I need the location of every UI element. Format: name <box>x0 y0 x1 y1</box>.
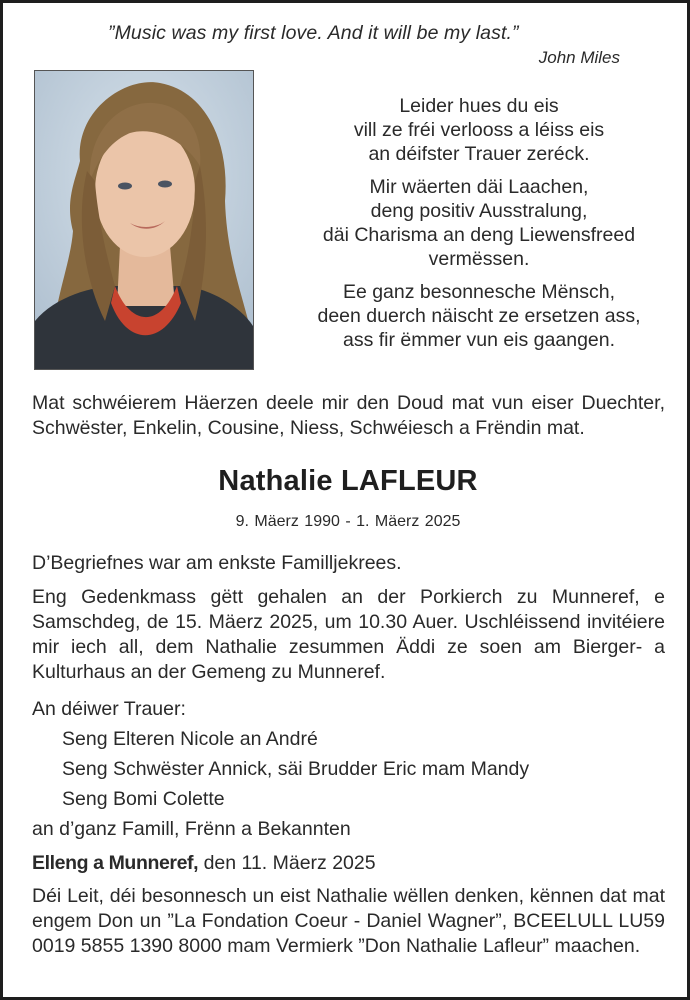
deceased-name: Nathalie LAFLEUR <box>218 465 478 497</box>
poem-line: vermëssen. <box>428 248 530 270</box>
epigraph-quote: ”Music was my first love. And it will be my last.” <box>108 22 519 44</box>
poem <box>275 94 683 361</box>
signature-date: den 11. Mäerz 2025 <box>198 852 376 874</box>
poem-stanza <box>275 280 683 352</box>
poem-line: Ee ganz besonnesche Mënsch, <box>342 281 616 303</box>
place-name: Elleng a Munneref, <box>32 852 199 874</box>
donation-note: Déi Leit, déi besonnesch un eist Nathalie wëllen denken, kënnen dat mat engem Don un ”La Fondation Coeur - Daniel Wagner”, BCEELULL LU59 0019 5855 1390 8000 mam Vermierk ”Don Nathalie Lafleur” maachen. <box>32 885 665 957</box>
poem-line: däi Charisma an deng Liewensfreed <box>322 224 636 246</box>
mourner-item: Seng Bomi Colette <box>62 788 225 810</box>
mourners-heading: An déiwer Trauer: <box>32 698 186 720</box>
life-dates: 9. Mäerz 1990 - 1. Mäerz 2025 <box>235 513 461 530</box>
poem-stanza <box>275 175 683 271</box>
place-date-line <box>32 851 665 876</box>
burial-note: D’Begriefnes war am enkste Familljekrees. <box>32 552 402 574</box>
poem-line: vill ze fréi verlooss a léiss eis <box>353 119 605 141</box>
mourners-footer: an d’ganz Famill, Frënn a Bekannten <box>32 818 351 840</box>
poem-line: an déifster Trauer zeréck. <box>368 143 590 165</box>
poem-line: deen duerch näischt ze ersetzen ass, <box>317 305 641 327</box>
poem-line: Mir wäerten däi Laachen, <box>369 176 589 198</box>
mourners-list <box>32 694 665 844</box>
poem-line: Leider hues du eis <box>399 95 559 117</box>
announcement-intro: Mat schwéierem Häerzen deele mir den Doud mat vun eiser Duechter, Schwëster, Enkelin, Cousine, Niess, Schwéiesch a Frëndin mat. <box>32 392 665 439</box>
portrait-illustration <box>35 71 253 369</box>
poem-line: ass fir ëmmer vun eis gaangen. <box>342 329 616 351</box>
mourner-item: Seng Schwëster Annick, säi Brudder Eric mam Mandy <box>62 758 530 780</box>
obituary-body <box>32 551 665 968</box>
mourner-item: Seng Elteren Nicole an André <box>62 728 318 750</box>
epigraph-author: John Miles <box>538 48 620 67</box>
poem-stanza <box>275 94 683 166</box>
poem-line: deng positiv Ausstralung, <box>370 200 588 222</box>
portrait-photo <box>34 70 254 370</box>
memorial-mass-info: Eng Gedenkmass gëtt gehalen an der Porkierch zu Munneref, e Samschdeg, de 15. Mäerz 2025, um 10.30 Auer. Uschléissend invitéiere mir iech all, dem Nathalie zesummen Äddi ze soen am Bierger- a Kulturhaus an der Gemeng zu Munneref. <box>32 586 665 683</box>
